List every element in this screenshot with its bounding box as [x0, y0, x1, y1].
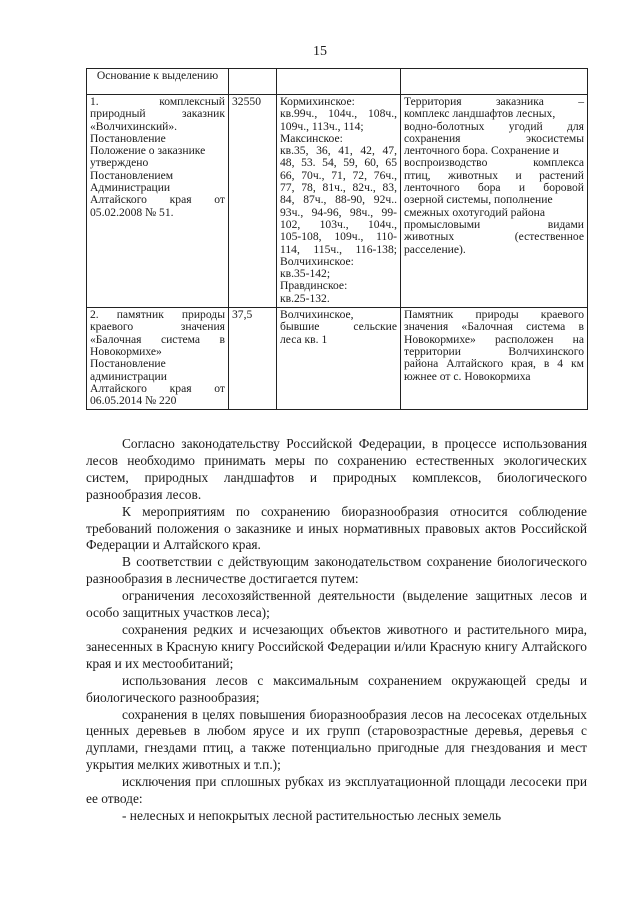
basis-line: Алтайского края от	[90, 381, 225, 395]
list-item: исключения при сплошных рубках из эксплуатационной площади лесосеки при ее отводе:	[86, 774, 587, 807]
location-line: 102, 103ч., 104ч.,	[280, 217, 397, 231]
protected-areas-table	[86, 68, 588, 410]
location-line: Волчихинское:	[280, 254, 354, 268]
location-line: бывшие сельские	[280, 320, 397, 334]
location-line: Волчихинское,	[280, 308, 354, 322]
basis-line: утверждено	[90, 156, 149, 170]
row1-basis-cell	[87, 95, 229, 308]
purpose-line: водно-болотных угодий для	[404, 119, 584, 133]
basis-line: 06.05.2014 № 220	[90, 394, 177, 408]
location-line: 84, 87ч., 88-90, 92ч..	[280, 193, 397, 207]
location-line: 66, 70ч., 71, 72, 76ч.,	[280, 168, 397, 182]
basis-line: природный заказник	[90, 107, 225, 121]
purpose-line: воспроизводство комплекса	[404, 156, 584, 170]
basis-line: «Волчихинский».	[90, 119, 178, 133]
purpose-line: ленточного бора. Сохранение и	[404, 144, 559, 158]
paragraph: К мероприятиям по сохранению биоразнообразия относится соблюдение требований положения о заказнике и иных нормативных правовых актов Российской Федерации и Алтайского края.	[86, 503, 587, 553]
row2-area-cell: 37,5	[229, 308, 277, 410]
location-line: кв.35-142;	[280, 267, 331, 281]
row2-basis-cell	[87, 308, 229, 410]
location-line: 48, 53. 54, 59, 60, 65	[280, 156, 397, 170]
row1-purpose-cell	[401, 95, 588, 308]
document-body	[86, 436, 587, 825]
purpose-line: значения «Балочная система в	[404, 320, 584, 334]
header-area	[229, 69, 277, 95]
sub-list-item: - нелесных и непокрытых лесной растительностью лесных земель	[122, 807, 502, 823]
basis-line: 05.02.2008 № 51.	[90, 205, 174, 219]
paragraph: В соответствии с действующим законодательством сохранение биологического разнообразия в лесничестве достигается путем:	[86, 554, 587, 587]
purpose-line: южнее от с. Новокормиха	[404, 369, 531, 383]
row2-location-cell	[277, 308, 401, 410]
location-line: кв.35, 36, 41, 42, 47,	[280, 144, 397, 158]
basis-line: Алтайского края от	[90, 193, 225, 207]
location-line: 109ч., 113ч., 114;	[280, 119, 364, 133]
table-header-row	[87, 69, 588, 95]
basis-line: 2. памятник природы	[90, 308, 225, 322]
basis-line: Новокормихе»	[90, 344, 162, 358]
purpose-line: расселение).	[404, 242, 466, 256]
row1-area-cell: 32550	[229, 95, 277, 308]
location-line: Правдинское:	[280, 279, 348, 293]
purpose-line: Новокормихе» расположен на	[404, 332, 584, 346]
purpose-line: комплекс ландшафтов лесных,	[404, 107, 556, 121]
basis-line: Постановлением	[90, 168, 174, 182]
purpose-line: ленточного бора и боровой	[404, 181, 584, 195]
page-number: 15	[313, 44, 327, 59]
basis-line: Постановление	[90, 131, 166, 145]
list-item: сохранения редких и исчезающих объектов животного и растительного мира, занесенных в Красную книгу Российской Федерации и/или Красную книгу Алтайского края и их местообитаний;	[86, 621, 587, 671]
location-line: кв.25-132.	[280, 291, 330, 305]
paragraph: Согласно законодательству Российской Федерации, в процессе использования лесов необходимо принимать меры по сохранению естественных экологических систем, природных ландшафтов и природных комплексов, биологического разнообразия лесов.	[86, 436, 587, 502]
header-basis: Основание к выделению	[87, 69, 229, 95]
location-line: Кормихинское:	[280, 95, 355, 108]
purpose-line: района Алтайского края, в 4 км	[404, 357, 584, 371]
purpose-line: смежных охотугодий района	[404, 205, 545, 219]
list-item: ограничения лесохозяйственной деятельности (выделение защитных лесов и особо защитных участков леса);	[86, 588, 587, 621]
purpose-line: территории Волчихинского	[404, 344, 584, 358]
list-item: использования лесов с максимальным сохранением окружающей среды и биологического разнообразия;	[86, 672, 587, 705]
purpose-line: озерной системы, пополнение	[404, 193, 553, 207]
header-purpose	[401, 69, 588, 95]
purpose-line: птиц, животных и растений	[404, 168, 584, 182]
location-line: 77, 78, 81ч., 82ч., 83,	[280, 181, 397, 195]
location-line: 93ч., 94-96, 98ч., 99-	[280, 205, 397, 219]
location-line: Максинское:	[280, 131, 343, 145]
location-line: кв.99ч., 104ч., 108ч.,	[280, 107, 397, 121]
table-row	[87, 308, 588, 410]
row1-location-cell	[277, 95, 401, 308]
purpose-line: промысловыми видами	[404, 217, 584, 231]
basis-line: «Балочная система в	[90, 332, 225, 346]
purpose-line: Памятник природы краевого	[404, 308, 584, 322]
basis-line: 1. комплексный	[90, 95, 225, 108]
location-line: 114, 115ч., 116-138;	[280, 242, 397, 256]
location-line: 105-108, 109ч., 110-	[280, 230, 397, 244]
row2-purpose-cell	[401, 308, 588, 410]
list-item: сохранения в целях повышения биоразнообразия лесов на лесосеках отдельных ценных деревьев в любом ярусе и их групп (старовозрастные деревья, деревья с дуплами, гнездами птиц, а также потенциально пригодные для гнездования и мест укрытия мелких животных и т.п.);	[86, 706, 587, 773]
table-row	[87, 95, 588, 308]
purpose-line: Территория заказника –	[404, 95, 584, 108]
location-line: леса кв. 1	[280, 332, 328, 346]
purpose-line: сохранения экосистемы	[404, 131, 584, 145]
basis-line: Положение о заказнике	[90, 144, 206, 158]
basis-line: Администрации	[90, 181, 171, 195]
basis-line: Постановление	[90, 357, 166, 371]
header-location	[277, 69, 401, 95]
basis-line: краевого значения	[90, 320, 225, 334]
basis-line: администрации	[90, 369, 167, 383]
purpose-line: животных (естественное	[404, 230, 584, 244]
